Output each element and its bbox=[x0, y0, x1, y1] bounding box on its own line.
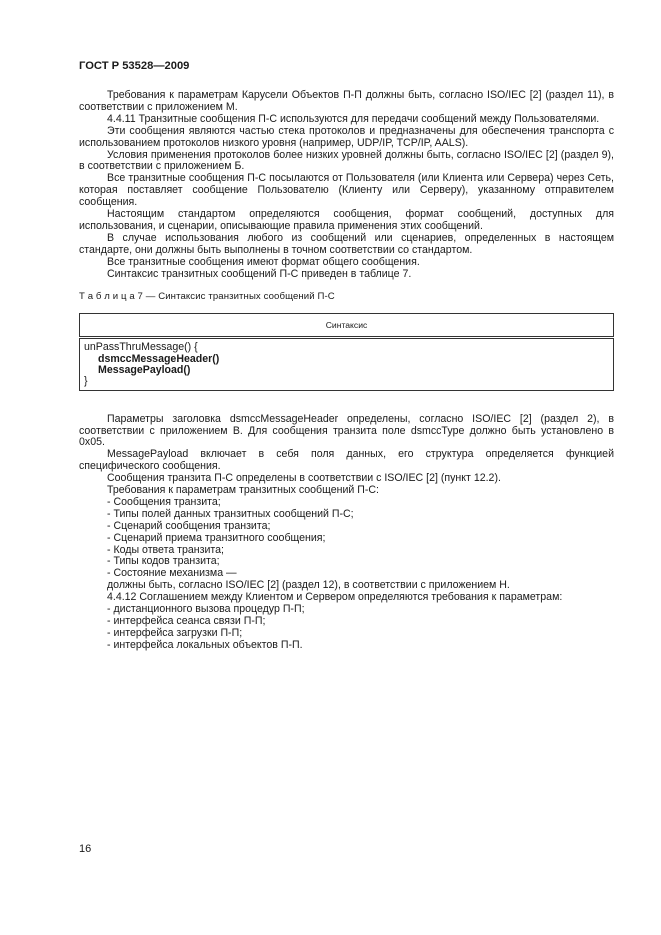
list-item: - Типы кодов транзита; bbox=[107, 555, 220, 568]
page-number: 16 bbox=[79, 843, 92, 855]
paragraph: Требования к параметрам транзитных сообщений П-С: bbox=[107, 484, 379, 497]
document-body bbox=[79, 90, 614, 652]
list-item: - интерфейса локальных объектов П-П. bbox=[107, 638, 303, 651]
paragraph: MessagePayload включает в себя поля данных, его структура определяется функцией специфического сообщения. bbox=[79, 448, 614, 473]
paragraph: должны быть, согласно ISO/IEC [2] (раздел 12), в соответствии с приложением Н. bbox=[107, 579, 510, 592]
list-item: - Сценарий сообщения транзита; bbox=[107, 519, 271, 532]
paragraph: Параметры заголовка dsmccMessageHeader определены, согласно ISO/IEC [2] (раздел 2), в соответствии с приложением В. Для сообщения транзита поле dsmccType должно быть установлено в 0x05. bbox=[79, 412, 614, 449]
table-code-cell bbox=[80, 338, 614, 390]
list-item: - интерфейса сеанса связи П-П; bbox=[107, 615, 266, 627]
code-line: unPassThruMessage() { bbox=[84, 341, 198, 354]
list-item: - Сценарий приема транзитного сообщения; bbox=[107, 531, 326, 544]
paragraph: Условия применения протоколов более низких уровней должны быть, согласно ISO/IEC [2] (раздел 9), в соответствии с приложением Б. bbox=[79, 148, 614, 173]
paragraph: Все транзитные сообщения имеют формат общего сообщения. bbox=[107, 255, 420, 268]
paragraph: Синтаксис транзитных сообщений П-С приведен в таблице 7. bbox=[107, 267, 412, 280]
document-header: ГОСТ Р 53528—2009 bbox=[79, 60, 190, 72]
table-header: Синтаксис bbox=[80, 314, 614, 338]
paragraph: Все транзитные сообщения П-С посылаются от Пользователя (или Клиента или Сервера) через Сеть, которая поставляет сообщение Пользователю (Клиенту или Серверу), указанному отправителем сообщения. bbox=[79, 172, 614, 209]
paragraph: Эти сообщения являются частью стека протоколов и предназначены для обеспечения транспорта с использованием протоколов низкого уровня (например, UDP/IP, TCP/IP, AALS). bbox=[79, 124, 614, 149]
paragraph: Сообщения транзита П-С определены в соответствии с ISO/IEC [2] (пункт 12.2). bbox=[107, 472, 501, 485]
table-caption: Т а б л и ц а 7 — Синтаксис транзитных сообщений П-С bbox=[79, 290, 335, 302]
list-item: - дистанционного вызова процедур П-П; bbox=[107, 603, 305, 616]
paragraph: 4.4.12 Соглашением между Клиентом и Сервером определяются требования к параметрам: bbox=[107, 591, 563, 604]
paragraph: Настоящим стандартом определяются сообщения, формат сообщений, доступных для использования, и сценарии, описывающие правила применения этих сообщений. bbox=[79, 208, 614, 232]
paragraph: Требования к параметрам Карусели Объектов П-П должны быть, согласно ISO/IEC [2] (раздел 11), в соответствии с приложением М. bbox=[79, 89, 614, 113]
list-item: - Сообщения транзита; bbox=[107, 495, 221, 508]
list-item: - Типы полей данных транзитных сообщений П-С; bbox=[107, 507, 354, 520]
code-line: } bbox=[84, 375, 88, 388]
section-continued bbox=[79, 414, 614, 652]
code-line: MessagePayload() bbox=[98, 364, 191, 376]
paragraph: В случае использования любого из сообщений или сценариев, определенных в настоящем стандарте, они должны быть выполнены в точном соответствии со стандартом. bbox=[79, 231, 614, 256]
paragraph: 4.4.11 Транзитные сообщения П-С используются для передачи сообщений между Пользователями. bbox=[107, 112, 600, 125]
list-item: - Состояние механизма — bbox=[107, 567, 237, 580]
syntax-table bbox=[79, 313, 614, 390]
list-item: - интерфейса загрузки П-П; bbox=[107, 626, 243, 639]
list-item: - Коды ответа транзита; bbox=[107, 543, 224, 556]
code-line: dsmccMessageHeader() bbox=[98, 352, 220, 365]
